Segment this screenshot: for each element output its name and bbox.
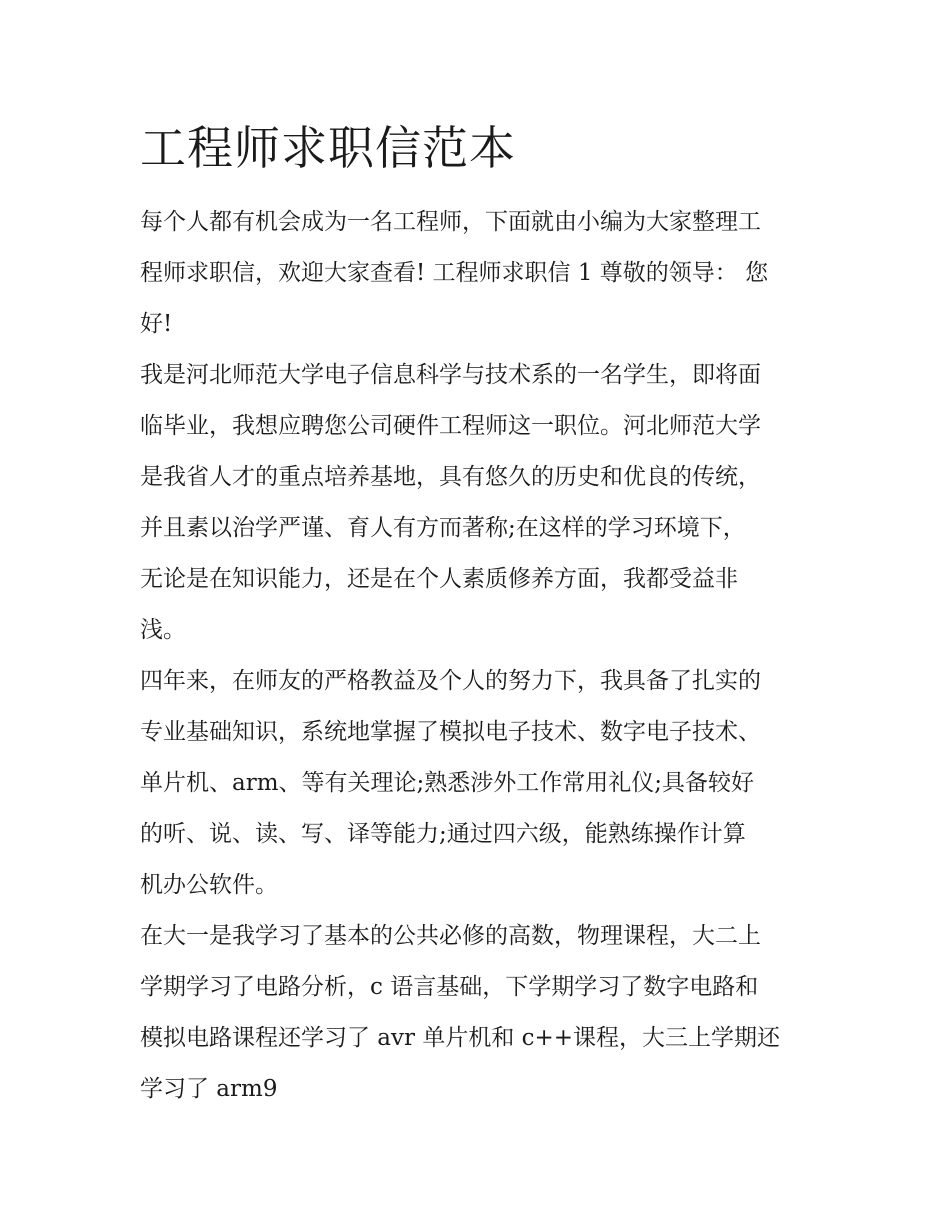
text-line: 无论是在知识能力，还是在个人素质修养方面，我都受益非: [140, 566, 738, 592]
text-line: 四年来，在师友的严格教益及个人的努力下，我具备了扎实的: [140, 668, 761, 694]
text-line: 浅。: [140, 617, 186, 643]
text-line: 每个人都有机会成为一名工程师，下面就由小编为大家整理工: [140, 209, 761, 235]
text-line: 好!: [140, 311, 173, 337]
text-line: 机办公软件。: [140, 872, 278, 898]
text-line: 并且素以治学严谨、育人有方而著称;在这样的学习环境下，: [140, 515, 746, 541]
text-line: 程师求职信，欢迎大家查看! 工程师求职信 1 尊敬的领导： 您: [140, 260, 769, 286]
document-title: 工程师求职信范本: [140, 121, 516, 175]
text-line: 单片机、arm、等有关理论;熟悉涉外工作常用礼仪;具备较好: [140, 770, 755, 796]
document-body: [140, 197, 820, 1115]
text-line: 我是河北师范大学电子信息科学与技术系的一名学生，即将面: [140, 362, 761, 388]
text-line: 临毕业，我想应聘您公司硬件工程师这一职位。河北师范大学: [140, 413, 761, 439]
text-line: 学期学习了电路分析，c 语言基础，下学期学习了数字电路和: [140, 974, 759, 1000]
text-line: 是我省人才的重点培养基地，具有悠久的历史和优良的传统，: [140, 464, 761, 490]
text-line: 模拟电路课程还学习了 avr 单片机和 c++课程，大三上学期还: [140, 1025, 781, 1051]
text-line: 学习了 arm9: [140, 1076, 278, 1102]
text-line: 在大一是我学习了基本的公共必修的高数，物理课程，大二上: [140, 923, 761, 949]
text-line: 专业基础知识，系统地掌握了模拟电子技术、数字电子技术、: [140, 719, 761, 745]
text-line: 的听、说、读、写、译等能力;通过四六级，能熟练操作计算: [140, 821, 746, 847]
